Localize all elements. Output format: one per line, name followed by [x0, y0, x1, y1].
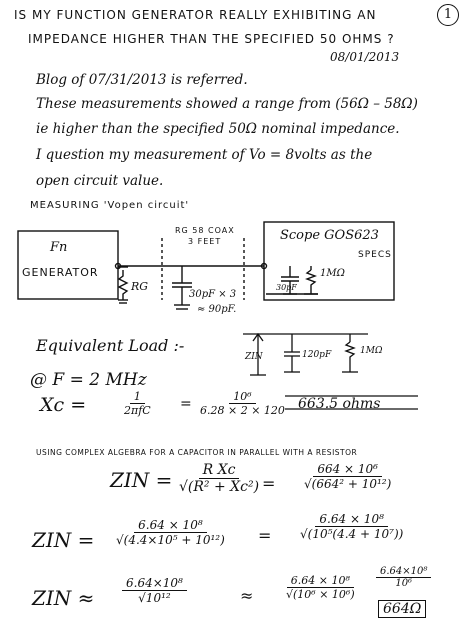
zin2-denominator: √(4.4×10⁵ + 10¹²): [116, 533, 225, 547]
frequency-line: @ F = 2 MHz: [30, 370, 147, 390]
rg-label: RG: [131, 280, 149, 293]
xc-denominator: 2πfC: [124, 404, 151, 417]
zin2-fraction-2: [296, 512, 407, 541]
scope-cap-label: 30pF: [276, 283, 297, 292]
xc-equals: =: [180, 396, 192, 412]
xc2-denominator: 6.28 × 2 × 120: [200, 404, 285, 417]
fn-label: Fn: [50, 240, 68, 255]
coax-cap-label-1: 30pF × 3: [189, 289, 237, 300]
zin3-result: 664Ω: [378, 600, 426, 618]
fn-generator-box: [18, 231, 118, 299]
zin2-numerator-2: 6.64 × 10⁸: [315, 512, 387, 527]
zin2-fraction: [112, 518, 229, 547]
coax-label-1: RG 58 COAX: [175, 226, 235, 235]
zin1-fraction-2: [300, 462, 395, 491]
coax-cap-label-2: ≈ 90pF.: [197, 304, 237, 315]
title-line-2: IMPEDANCE HIGHER THAN THE SPECIFIED 50 OHMS ?: [28, 32, 395, 46]
zin2-equals: =: [258, 526, 272, 545]
xc-result: 663.5 ohms: [298, 396, 381, 412]
intro-line-4: I question my measurement of Vo = 8volts as the: [36, 147, 373, 163]
intro-line-5: open circuit value.: [36, 173, 164, 189]
equivalent-cap-label: 120pF: [302, 350, 332, 360]
zin3-denominator-3: 10⁶: [395, 578, 413, 589]
scope-label: Scope GOS623: [280, 228, 379, 243]
equivalent-res-label: 1MΩ: [360, 346, 383, 356]
zin3-fraction-3: [376, 566, 431, 589]
zin3-numerator-3: 6.64×10⁸: [376, 566, 431, 578]
xc2-numerator: 10⁶: [229, 390, 255, 404]
xc-numerator: 1: [130, 390, 145, 404]
zin1-numerator-2: 664 × 10⁶: [313, 462, 382, 477]
xc-label: Xc =: [40, 394, 87, 416]
scope-res-label: 1MΩ: [320, 268, 345, 279]
zin1-equals: =: [262, 474, 276, 493]
zin3-fraction: [122, 576, 187, 605]
equivalent-heading: Equivalent Load :-: [36, 336, 185, 355]
xc-fraction-1: [120, 390, 155, 417]
zin3-fraction-2: [282, 574, 359, 601]
generator-label: GENERATOR: [22, 266, 99, 279]
intro-line-3: ie higher than the specified 50Ω nominal impedance.: [36, 121, 400, 137]
zin3-numerator: 6.64×10⁸: [122, 576, 187, 591]
specs-label: SPECS: [358, 250, 392, 260]
zin3-denominator-2: √(10⁶ × 10⁶): [286, 588, 355, 601]
zin3-approx: ≈: [240, 586, 254, 605]
zin1-fraction: [175, 462, 263, 495]
zin2-numerator: 6.64 × 10⁸: [134, 518, 206, 533]
zin1-numerator: R Xc: [199, 462, 240, 479]
intro-line-2: These measurements showed a range from (56Ω – 58Ω): [36, 96, 418, 112]
zin3-numerator-2: 6.64 × 10⁸: [287, 574, 354, 588]
zin1-denominator-2: √(664² + 10¹²): [304, 477, 392, 491]
date: 08/01/2013: [330, 50, 400, 64]
zin1-denominator: √(R² + Xc²): [179, 479, 260, 495]
zin1-label: ZIN =: [110, 468, 173, 492]
zin3-denominator: √10¹²: [138, 591, 171, 605]
page-number: 1: [443, 7, 453, 22]
zin3-label: ZIN ≈: [32, 586, 95, 610]
equivalent-zin-label: ZIN: [245, 352, 263, 362]
measuring-heading: MEASURING 'Vopen circuit': [30, 200, 190, 211]
intro-line-1: Blog of 07/31/2013 is referred.: [36, 72, 248, 88]
zin2-denominator-2: √(10⁵(4.4 + 10⁷)): [300, 527, 404, 541]
zin2-label: ZIN =: [32, 528, 95, 552]
rg-resistor: [119, 270, 127, 300]
coax-label-2: 3 FEET: [188, 237, 222, 246]
complex-heading: USING COMPLEX ALGEBRA FOR A CAPACITOR IN PARALLEL WITH A RESISTOR: [36, 448, 358, 457]
title-line-1: IS MY FUNCTION GENERATOR REALLY EXHIBITING AN: [14, 8, 377, 22]
xc-fraction-2: [196, 390, 289, 417]
